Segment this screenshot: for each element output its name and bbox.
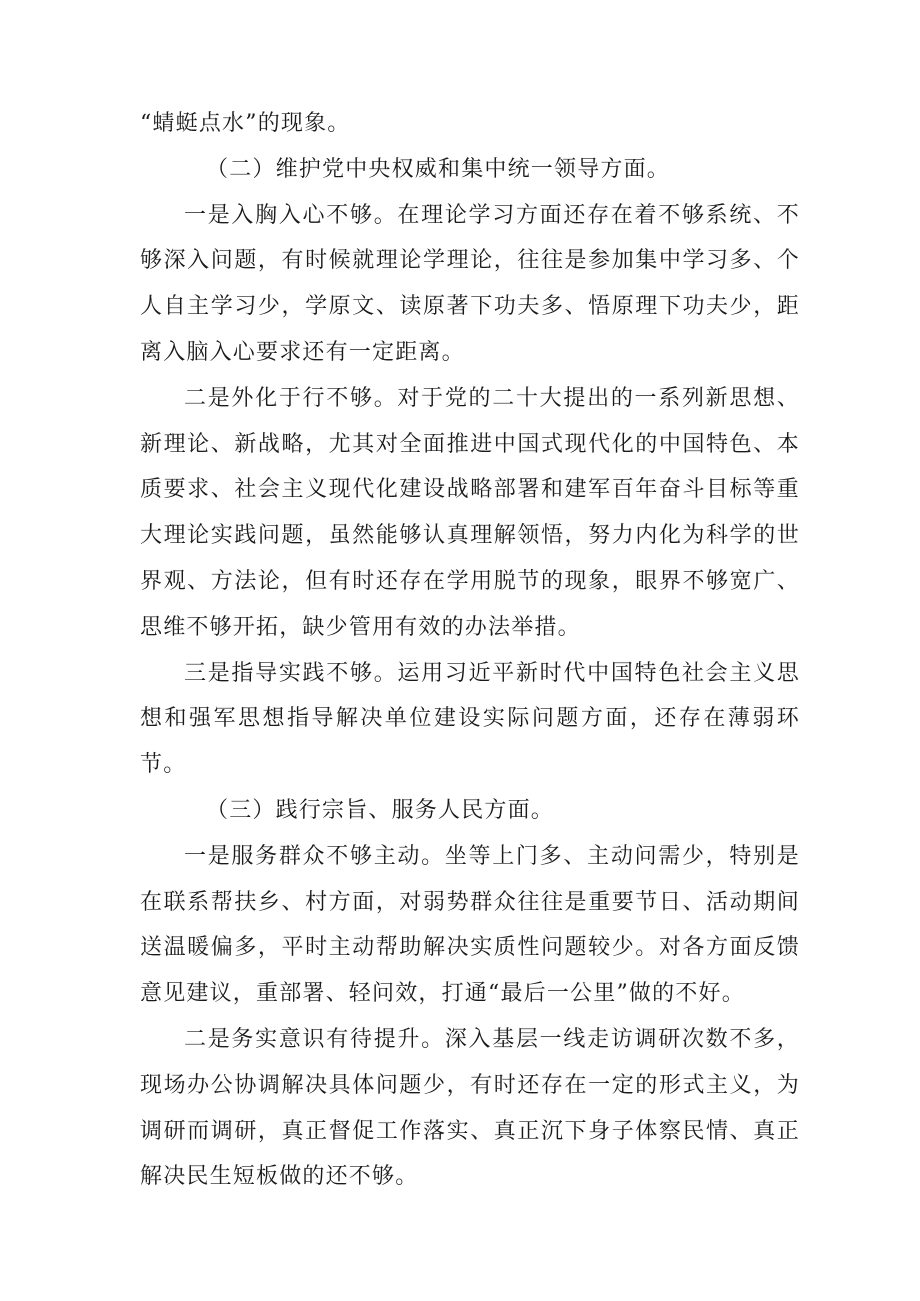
paragraph-point-4: 一是服务群众不够主动。坐等上门多、主动问需少，特别是在联系帮扶乡、村方面，对弱势群众往往是重要节日、活动期间送温暖偏多，平时主动帮助解决实质性问题较少。对各方面反馈意见建议，重部署、轻问效，打通“最后一公里”做的不好。 [140,843,800,1007]
document-body [140,101,800,1200]
section-heading-2: （二）维护党中央权威和集中统一领导方面。 [206,156,671,182]
paragraph-point-5: 二是务实意识有待提升。深入基层一线走访调研次数不多，现场办公协调解决具体问题少，有时还存在一定的形式主义，为调研而调研，真正督促工作落实、真正沉下身子体察民情、真正解决民生短板做的还不够。 [140,1026,800,1190]
paragraph-point-3: 三是指导实践不够。运用习近平新时代中国特色社会主义思想和强军思想指导解决单位建设实际问题方面，还存在薄弱环节。 [140,660,800,778]
paragraph-point-1: 一是入胸入心不够。在理论学习方面还存在着不够系统、不够深入问题，有时候就理论学理论，往往是参加集中学习多、个人自主学习少，学原文、读原著下功夫多、悟原理下功夫少，距离入脑入心要求还有一定距离。 [140,202,800,365]
section-heading-3: （三）践行宗旨、服务人民方面。 [206,797,555,823]
paragraph-point-2: 二是外化于行不够。对于党的二十大提出的一系列新思想、新理论、新战略，尤其对全面推进中国式现代化的中国特色、本质要求、社会主义现代化建设战略部署和建军百年奋斗目标等重大理论实践问题，虽然能够认真理解领悟，努力内化为科学的世界观、方法论，但有时还存在学用脱节的现象，眼界不够宽广、思维不够开拓，缺少管用有效的办法举措。 [140,385,800,640]
paragraph-continuation: “蜻蜓点水”的现象。 [140,111,351,136]
